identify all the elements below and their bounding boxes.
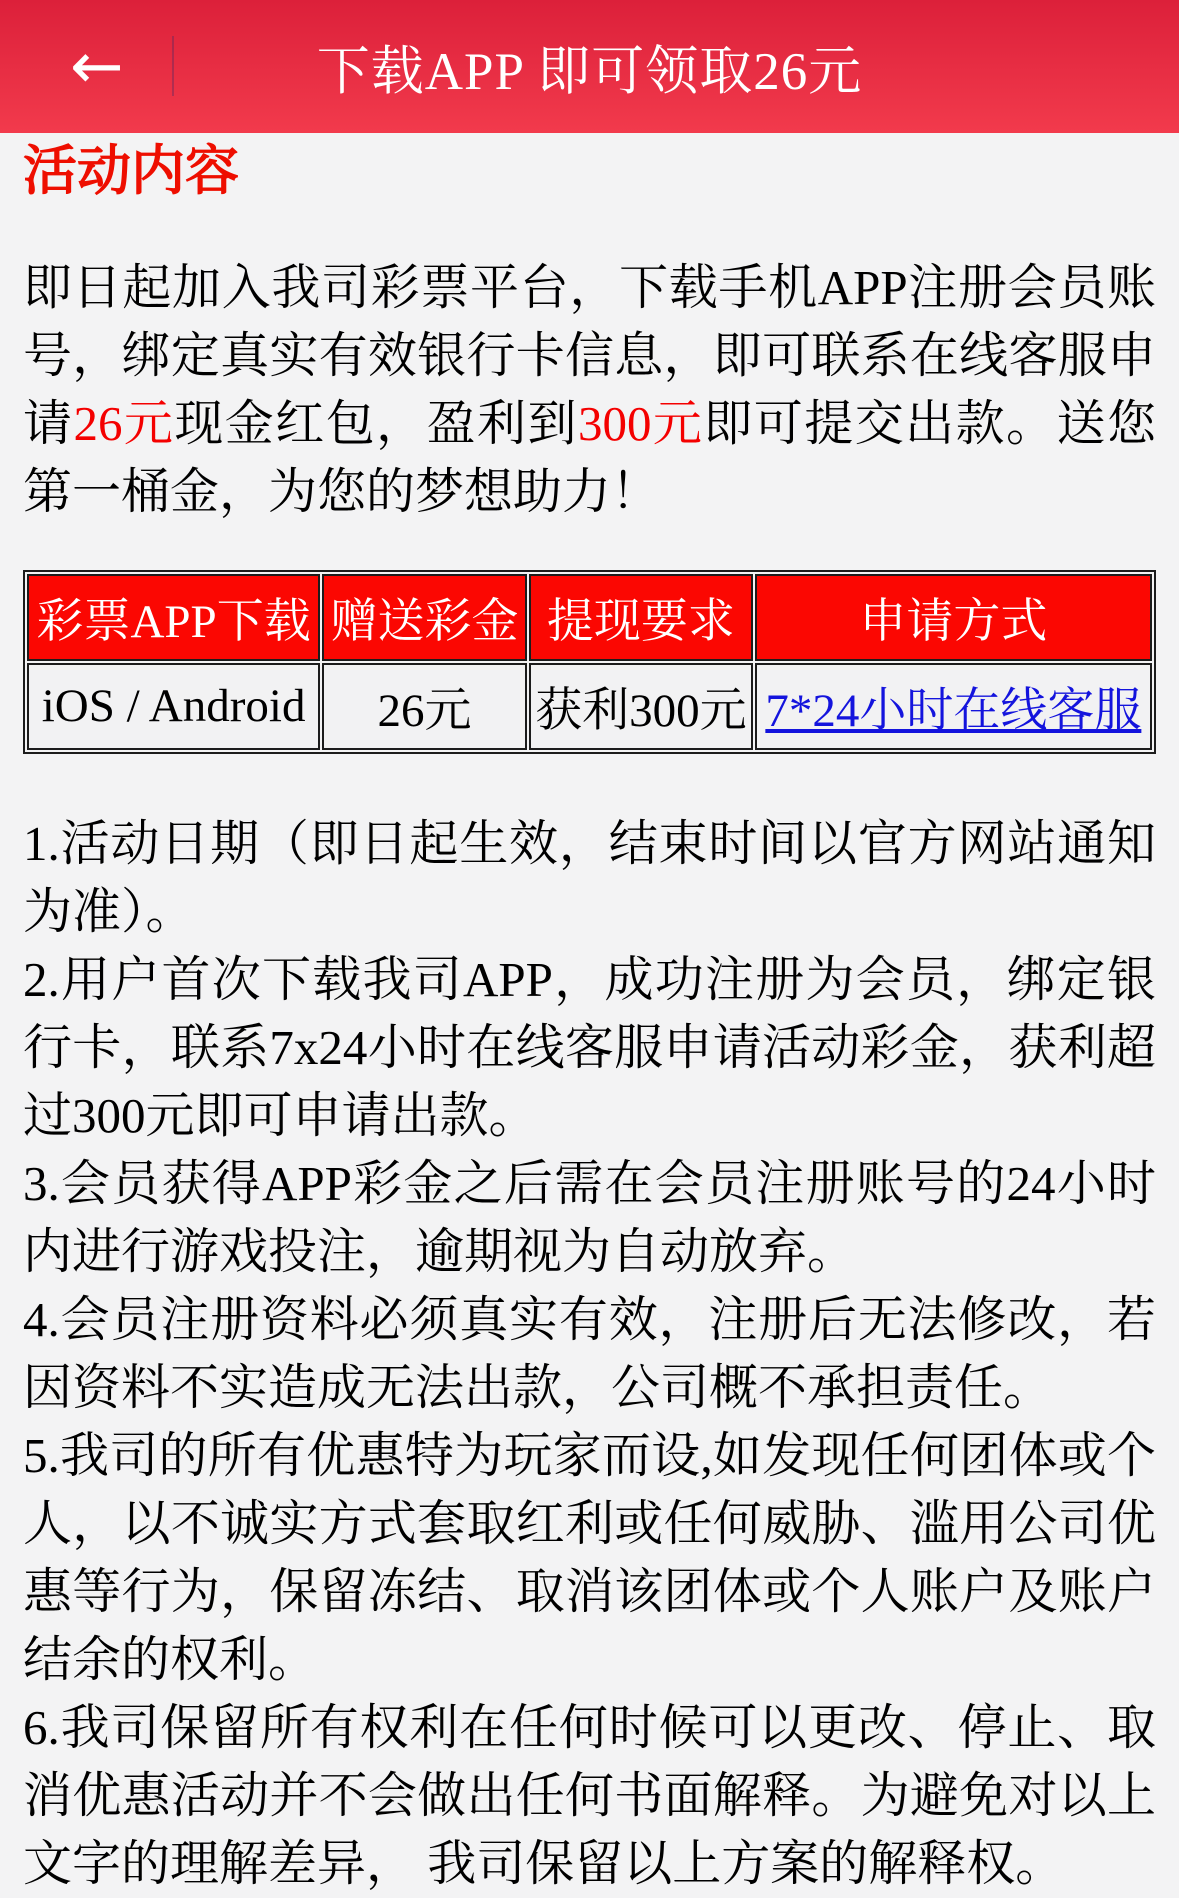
rule-item-4: 4.会员注册资料必须真实有效，注册后无法修改，若因资料不实造成无法出款，公司概不承担责任。 (23, 1291, 1156, 1415)
cell-app-platforms: iOS / Android (27, 663, 320, 750)
col-header-app-download: 彩票APP下载 (27, 574, 320, 661)
rule-item-6: 6.我司保留所有权利在任何时候可以更改、停止、取消优惠活动并不会做出任何书面解释。为避免对以上文字的理解差异， 我司保留以上方案的解释权。 (23, 1699, 1156, 1891)
page-title: 下载APP 即可领取26元 (316, 42, 863, 101)
col-header-bonus: 赠送彩金 (322, 574, 527, 661)
col-header-apply-method: 申请方式 (755, 574, 1152, 661)
cell-withdraw-requirement: 获利300元 (529, 663, 753, 750)
rule-item-2: 2.用户首次下载我司APP，成功注册为会员，绑定银行卡，联系7x24小时在线客服申请活动彩金，获利超过300元即可申请出款。 (23, 951, 1156, 1143)
promo-table (23, 570, 1156, 754)
online-service-link[interactable]: 7*24小时在线客服 (765, 684, 1142, 737)
table-header-row (27, 574, 1152, 661)
rule-item-1: 1.活动日期（即日起生效，结束时间以官方网站通知为准）。 (23, 815, 1156, 939)
col-header-withdraw-requirement: 提现要求 (529, 574, 753, 661)
back-arrow-icon: ← (70, 29, 124, 104)
table-row (27, 663, 1152, 750)
rule-item-5: 5.我司的所有优惠特为玩家而设,如发现任何团体或个人，以不诚实方式套取红利或任何威胁、滥用公司优惠等行为，保留冻结、取消该团体或个人账户及账户结余的权利。 (23, 1427, 1156, 1687)
paragraph-text: 即日起加入我司彩票平台，下载手机APP注册会员账号，绑定真实有效银行卡信息，即可联系在线客服申请 (23, 259, 1156, 451)
rules-list (23, 810, 1156, 1898)
rule-item-3: 3.会员获得APP彩金之后需在会员注册账号的24小时内进行游戏投注，逾期视为自动放弃。 (23, 1155, 1156, 1279)
cell-bonus-amount: 26元 (322, 663, 527, 750)
content (0, 139, 1179, 1898)
app-header (0, 0, 1179, 133)
paragraph-text: 现金红包，盈利到 (174, 395, 578, 451)
highlight-amount: 300元 (577, 395, 704, 451)
cell-apply-method (755, 663, 1152, 750)
paragraph-text: 即可提交出款。送您第一桶金，为您的梦想助力！ (23, 395, 1156, 519)
intro-paragraph (23, 254, 1156, 526)
highlight-amount: 26元 (73, 395, 175, 451)
section-heading: 活动内容 (23, 141, 239, 201)
